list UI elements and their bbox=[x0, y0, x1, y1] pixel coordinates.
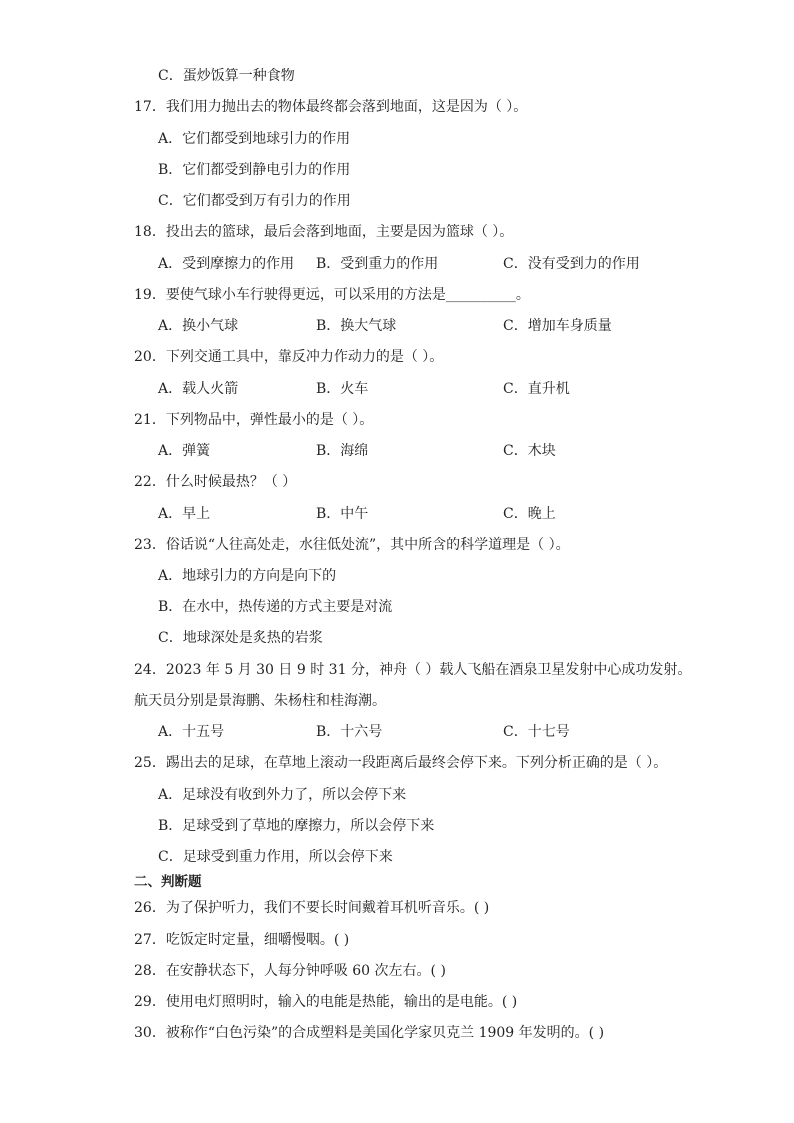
q24-option-b: B．十六号 bbox=[316, 724, 383, 740]
q17-option-c: C．它们都受到万有引力的作用 bbox=[158, 193, 351, 209]
q25-option-c: C．足球受到重力作用，所以会停下来 bbox=[158, 849, 393, 865]
q23-option-b: B．在水中，热传递的方式主要是对流 bbox=[158, 599, 393, 615]
q19-stem: 19．要使气球小车行驶得更远，可以采用的方法是__________。 bbox=[134, 287, 530, 303]
q25-option-a: A．足球没有收到外力了，所以会停下来 bbox=[158, 787, 407, 803]
q24-stem-continued: 航天员分别是景海鹏、朱杨柱和桂海潮。 bbox=[134, 693, 386, 709]
q17-option-a: A．它们都受到地球引力的作用 bbox=[158, 131, 351, 147]
judge-item-26: 26．为了保护听力，我们不要长时间戴着耳机听音乐。( ) bbox=[134, 900, 490, 916]
judge-item-28: 28．在安静状态下，人每分钟呼吸 60 次左右。( ) bbox=[134, 963, 446, 979]
q21-option-c: C．木块 bbox=[503, 443, 556, 459]
judge-item-27: 27．吃饭定时定量，细嚼慢咽。( ) bbox=[134, 932, 350, 948]
q16-option-c: C．蛋炒饭算一种食物 bbox=[158, 68, 295, 84]
q24-stem: 24．2023 年 5 月 30 日 9 时 31 分，神舟（ ）载人飞船在酒泉卫星发射中心成功发射。 bbox=[134, 662, 692, 678]
q18-option-b: B．受到重力的作用 bbox=[316, 256, 439, 272]
q19-option-c: C．增加车身质量 bbox=[503, 318, 612, 334]
q21-stem: 21．下列物品中，弹性最小的是（ ）。 bbox=[134, 412, 374, 428]
q18-stem: 18．投出去的篮球，最后会落到地面，主要是因为篮球（ ）。 bbox=[134, 224, 514, 240]
q25-option-b: B．足球受到了草地的摩擦力，所以会停下来 bbox=[158, 818, 435, 834]
q20-stem: 20．下列交通工具中，靠反冲力作动力的是（ ）。 bbox=[134, 349, 444, 365]
q23-option-c: C．地球深处是炙热的岩浆 bbox=[158, 630, 323, 646]
judge-item-29: 29．使用电灯照明时，输入的电能是热能，输出的是电能。( ) bbox=[134, 994, 518, 1010]
judge-item-30: 30．被称作“白色污染”的合成塑料是美国化学家贝克兰 1909 年发明的。( ) bbox=[134, 1025, 605, 1041]
q20-option-c: C．直升机 bbox=[503, 381, 570, 397]
q17-option-b: B．它们都受到静电引力的作用 bbox=[158, 162, 351, 178]
q24-option-a: A．十五号 bbox=[158, 724, 225, 740]
q17-stem: 17．我们用力抛出去的物体最终都会落到地面，这是因为（ ）。 bbox=[134, 99, 528, 115]
q19-option-a: A．换小气球 bbox=[158, 318, 239, 334]
q19-option-b: B．换大气球 bbox=[316, 318, 397, 334]
q23-option-a: A．地球引力的方向是向下的 bbox=[158, 568, 337, 584]
q22-option-b: B．中午 bbox=[316, 506, 369, 522]
q22-stem: 22．什么时候最热？（ ） bbox=[134, 474, 297, 490]
q21-option-a: A．弹簧 bbox=[158, 443, 211, 459]
section-title-judgment: 二、判断题 bbox=[134, 874, 202, 890]
q22-option-a: A．早上 bbox=[158, 506, 211, 522]
q22-option-c: C．晚上 bbox=[503, 506, 556, 522]
q21-option-b: B．海绵 bbox=[316, 443, 369, 459]
q24-option-c: C．十七号 bbox=[503, 724, 570, 740]
q23-stem: 23．俗话说“人往高处走，水往低处流”，其中所含的科学道理是（ ）。 bbox=[134, 537, 570, 553]
q18-option-c: C．没有受到力的作用 bbox=[503, 256, 640, 272]
q20-option-b: B．火车 bbox=[316, 381, 369, 397]
q20-option-a: A．载人火箭 bbox=[158, 381, 239, 397]
q18-option-a: A．受到摩擦力的作用 bbox=[158, 256, 295, 272]
q25-stem: 25．踢出去的足球，在草地上滚动一段距离后最终会停下来。下列分析正确的是（ ）。 bbox=[134, 755, 668, 771]
